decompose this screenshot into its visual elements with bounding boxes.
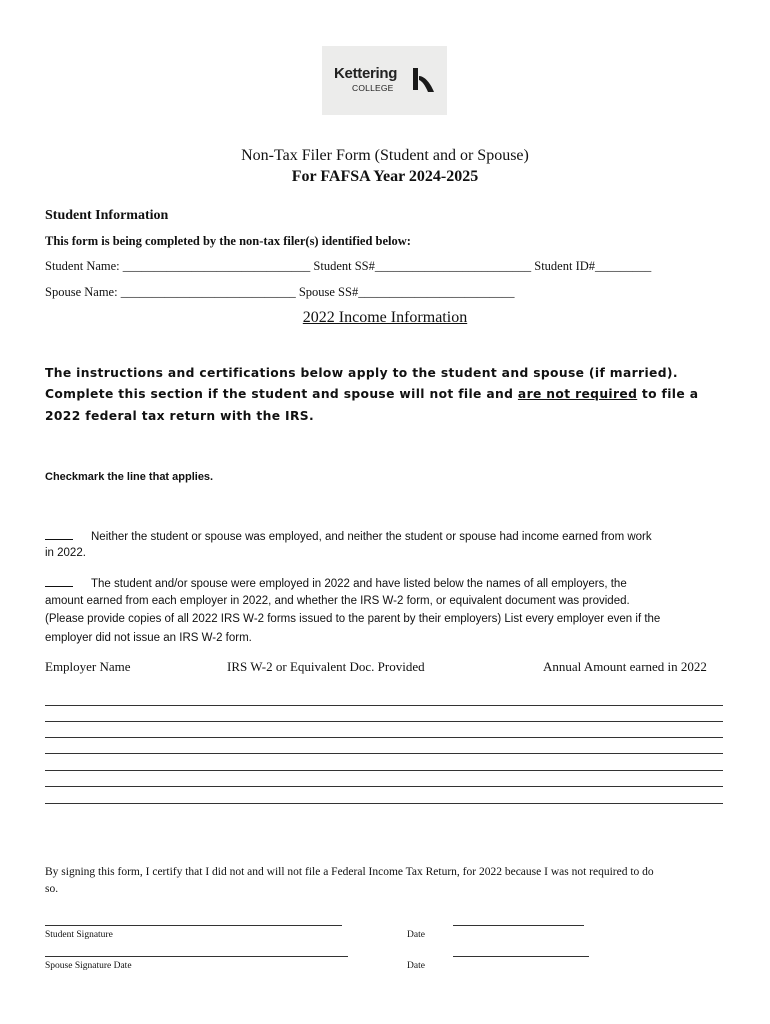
student-id-label: Student ID# [534, 259, 596, 273]
annual-amount-column-header: Annual Amount earned in 2022 [543, 659, 707, 674]
employer-entry-line[interactable] [45, 737, 723, 738]
completed-by-statement: This form is being completed by the non-tax filer(s) identified below: [45, 234, 411, 248]
instructions-line-3: 2022 federal tax return with the IRS. [45, 409, 314, 423]
certification-statement-line-2: so. [45, 883, 59, 895]
spouse-ss-field[interactable]: _________________________ [358, 285, 515, 299]
kettering-logo-mark-icon [410, 64, 436, 96]
employer-entry-line[interactable] [45, 753, 723, 754]
option-2-line-1 [45, 576, 627, 590]
option-2-checkmark-field[interactable] [45, 576, 73, 587]
spouse-name-label: Spouse Name: [45, 285, 118, 299]
student-name-field[interactable]: ______________________________ [122, 259, 311, 273]
instructions-line-1: The instructions and certifications below apply to the student and spouse (if married). [45, 366, 678, 380]
spouse-date-label: Date [407, 961, 425, 971]
option-1-text: Neither the student or spouse was employed, and neither the student or spouse had income earned from work [91, 531, 652, 543]
not-required-emphasis: are not required [517, 387, 638, 401]
income-information-heading: 2022 Income Information [302, 309, 468, 326]
option-1-line-1 [45, 529, 652, 543]
instructions-line-2 [45, 387, 698, 401]
student-signature-line[interactable] [45, 925, 342, 926]
option-1-line-2: in 2022. [45, 547, 86, 559]
student-info-row [45, 259, 651, 274]
employer-entry-line[interactable] [45, 705, 723, 706]
option-2-text: The student and/or spouse were employed in 2022 and have listed below the names of all employers, the [91, 578, 627, 590]
student-date-line[interactable] [453, 925, 584, 926]
employer-entry-line[interactable] [45, 803, 723, 804]
student-date-label: Date [407, 930, 425, 940]
spouse-date-line[interactable] [453, 956, 589, 957]
spouse-name-field[interactable]: ____________________________ [120, 285, 296, 299]
form-subtitle: For FAFSA Year 2024-2025 [291, 168, 479, 185]
employer-entry-line[interactable] [45, 786, 723, 787]
spouse-signature-line[interactable] [45, 956, 348, 957]
employer-entry-line[interactable] [45, 721, 723, 722]
option-2-line-3: (Please provide copies of all 2022 IRS W-2 forms issued to the parent by their employers) List every employer even if the [45, 613, 661, 625]
logo-subtitle: COLLEGE [352, 83, 394, 93]
logo-wordmark: Kettering [334, 65, 398, 82]
student-signature-label: Student Signature [45, 930, 113, 940]
instructions-line-2-start: Complete this section if the student and spouse will not file and [45, 387, 518, 401]
form-title: Non-Tax Filer Form (Student and or Spouse) [241, 147, 529, 164]
employer-name-column-header: Employer Name [45, 659, 131, 674]
spouse-signature-label: Spouse Signature Date [45, 961, 132, 971]
student-name-label: Student Name: [45, 259, 120, 273]
option-2-line-2: amount earned from each employer in 2022, and whether the IRS W-2 form, or equivalent document was provided. [45, 595, 630, 607]
student-ss-label: Student SS# [313, 259, 375, 273]
checkmark-instruction: Checkmark the line that applies. [45, 471, 214, 483]
irs-w2-column-header: IRS W-2 or Equivalent Doc. Provided [227, 659, 425, 674]
option-1-checkmark-field[interactable] [45, 529, 73, 540]
spouse-ss-label: Spouse SS# [298, 285, 359, 299]
certification-statement-line-1: By signing this form, I certify that I did not and will not file a Federal Income Tax Return, for 2022 because I was not required to do [45, 866, 654, 878]
spouse-info-row [45, 285, 514, 300]
employer-entry-line[interactable] [45, 770, 723, 771]
student-ss-field[interactable]: _________________________ [374, 259, 532, 273]
student-information-heading: Student Information [45, 208, 169, 223]
instructions-line-2-end: to file a [637, 387, 699, 401]
option-2-line-4: employer did not issue an IRS W-2 form. [45, 632, 252, 644]
student-id-field[interactable]: _________ [595, 259, 652, 273]
